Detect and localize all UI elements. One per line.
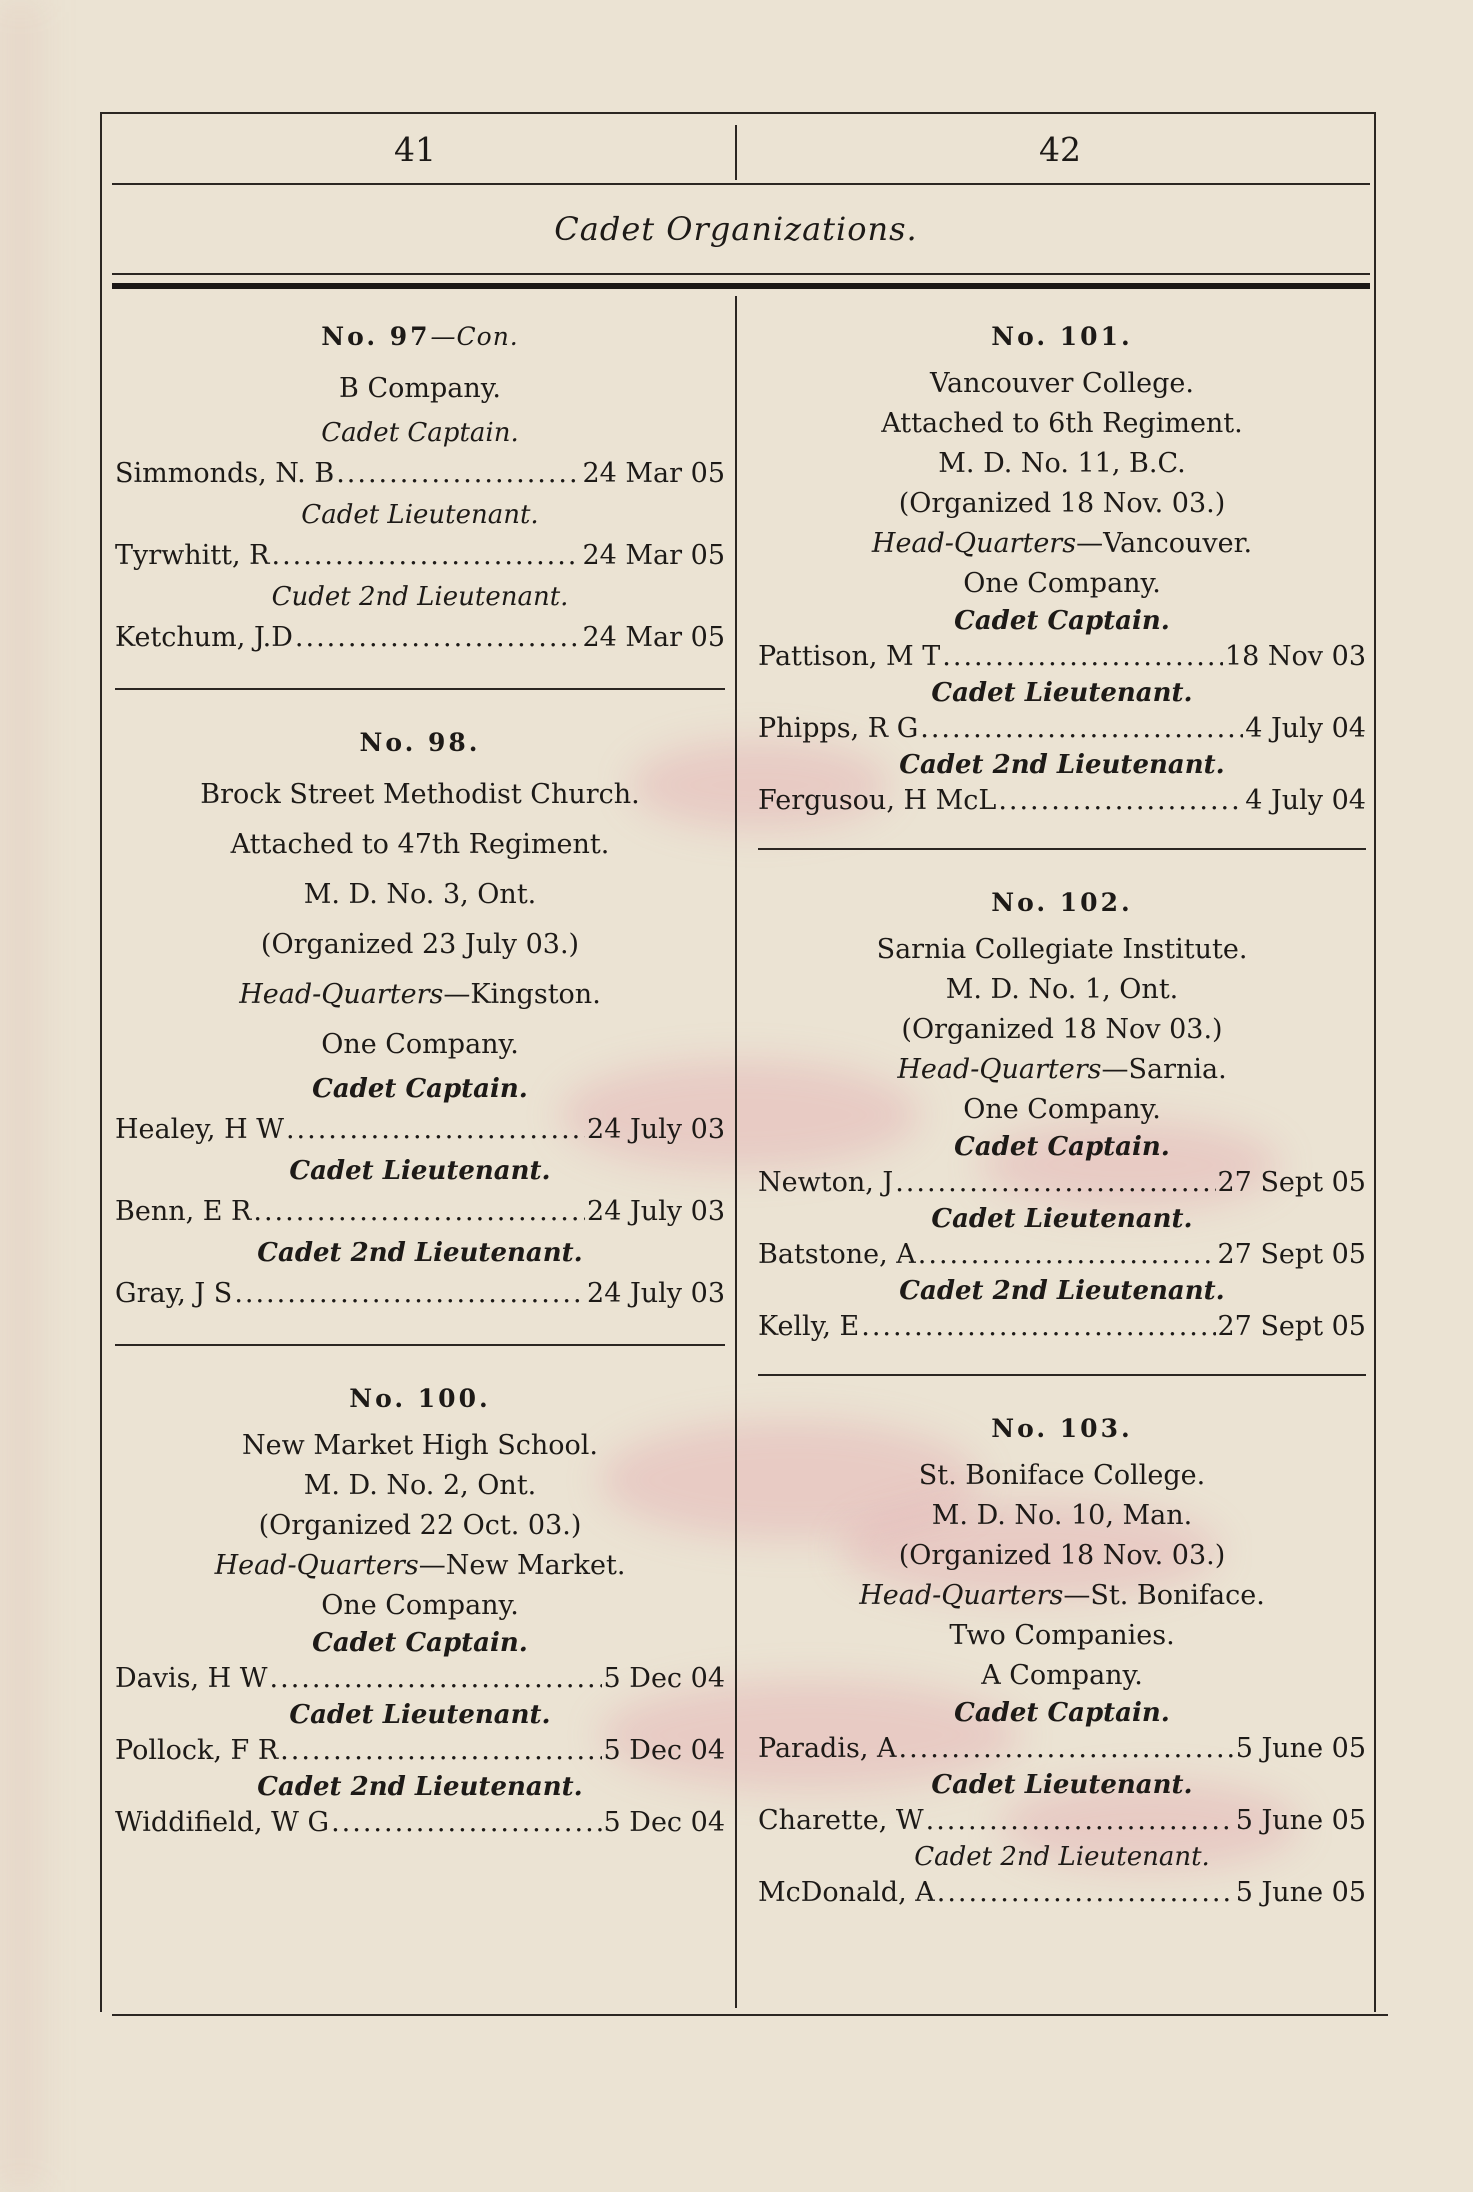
org-line: M. D. No. 1, Ont. (945, 974, 1179, 1005)
officer-entry: Phipps, R G ..... 4 July 04 (758, 710, 1366, 748)
officer-entry: Pattison, M T ..... 18 Nov 03 (758, 638, 1366, 676)
officer-entry: Simmonds, N. B ..... 24 Mar 05 (115, 452, 725, 496)
rank-heading: Cadet Lieutenant. (931, 1770, 1193, 1800)
officer-entry: Charette, W ..... 5 June 05 (758, 1802, 1366, 1840)
rank-heading: Cadet Lieutenant. (289, 1156, 551, 1186)
rank-heading: Cadet 2nd Lieutenant. (899, 750, 1225, 780)
company-line: One Company. (963, 568, 1161, 599)
org-section (758, 310, 1366, 820)
company-line: One Company. (321, 1590, 519, 1621)
rank-heading: Cadet Captain. (321, 418, 519, 448)
org-line: Sarnia Collegiate Institute. (876, 934, 1248, 965)
rank-heading: Cadet Captain. (312, 1074, 528, 1104)
headquarters-line: Head-Quarters—Kingston. (239, 979, 601, 1010)
officer-entry: Fergusou, H McL ..... 4 July 04 (758, 782, 1366, 820)
org-line: Vancouver College. (929, 368, 1194, 399)
title-rule (112, 273, 1370, 275)
rank-heading: Cadet Captain. (954, 606, 1170, 636)
rank-heading: Cudet 2nd Lieutenant. (271, 582, 569, 612)
rank-heading: Cadet Lieutenant. (289, 1700, 551, 1730)
rank-heading: Cadet Lieutenant. (931, 678, 1193, 708)
org-number: No. 102. (991, 888, 1133, 917)
org-number: No. 100. (349, 1384, 491, 1413)
org-line: M. D. No. 10, Man. (931, 1500, 1193, 1531)
rank-heading: Cadet 2nd Lieutenant. (914, 1842, 1210, 1872)
company-line: A Company. (981, 1660, 1143, 1691)
rank-heading: Cadet Lieutenant. (931, 1204, 1193, 1234)
org-section (115, 310, 725, 660)
org-section (115, 716, 725, 1316)
org-line: New Market High School. (242, 1430, 598, 1461)
headquarters-line: Head-Quarters—Vancouver. (871, 528, 1253, 559)
org-line: (Organized 22 Oct. 03.) (258, 1510, 582, 1541)
section-rule (758, 848, 1366, 850)
company-line: One Company. (963, 1094, 1161, 1125)
stain (0, 0, 40, 2192)
page-title: Cadet Organizations. (554, 210, 918, 248)
org-line: B Company. (339, 373, 501, 404)
section-rule (758, 1374, 1366, 1376)
org-line: M. D. No. 2, Ont. (303, 1470, 537, 1501)
rank-heading: Cadet Lieutenant. (301, 500, 539, 530)
officer-entry: Widdifield, W G ..... 5 Dec 04 (115, 1804, 725, 1842)
header-rule (112, 183, 1370, 185)
org-line: M. D. No. 11, B.C. (938, 448, 1186, 479)
rank-heading: Cadet 2nd Lieutenant. (257, 1772, 583, 1802)
rank-heading: Cadet Captain. (312, 1628, 528, 1658)
org-number: No. 97—Con. (321, 322, 519, 351)
org-line: (Organized 18 Nov. 03.) (898, 488, 1226, 519)
org-section (758, 1402, 1366, 1912)
bottom-rule (112, 2014, 1388, 2016)
page-number-right: 42 (1039, 130, 1081, 169)
officer-entry: Kelly, E ..... 27 Sept 05 (758, 1308, 1366, 1346)
page-number-left: 41 (394, 130, 436, 169)
org-section (758, 876, 1366, 1346)
officer-entry: McDonald, A ..... 5 June 05 (758, 1874, 1366, 1912)
headquarters-line: Head-Quarters—Sarnia. (897, 1054, 1227, 1085)
officer-entry: Paradis, A ..... 5 June 05 (758, 1730, 1366, 1768)
rank-heading: Cadet 2nd Lieutenant. (899, 1276, 1225, 1306)
left-column (115, 310, 725, 1842)
company-line: Two Companies. (949, 1620, 1175, 1651)
column-divider (735, 296, 737, 2008)
officer-entry: Pollock, F R ..... 5 Dec 04 (115, 1732, 725, 1770)
headquarters-line: Head-Quarters—New Market. (214, 1550, 626, 1581)
org-line: Attached to 47th Regiment. (230, 829, 610, 860)
org-line: (Organized 18 Nov. 03.) (898, 1540, 1226, 1571)
company-line: One Company. (321, 1029, 519, 1060)
headquarters-line: Head-Quarters—St. Boniface. (859, 1580, 1265, 1611)
org-number: No. 98. (359, 728, 481, 757)
section-rule (115, 1344, 725, 1346)
org-line: Brock Street Methodist Church. (200, 779, 640, 810)
org-line: M. D. No. 3, Ont. (303, 879, 537, 910)
officer-entry: Davis, H W ..... 5 Dec 04 (115, 1660, 725, 1698)
officer-entry: Healey, H W ..... 24 July 03 (115, 1108, 725, 1152)
title-thick-rule (112, 283, 1370, 289)
rank-heading: Cadet Captain. (954, 1132, 1170, 1162)
rank-heading: Cadet Captain. (954, 1698, 1170, 1728)
org-line: (Organized 18 Nov 03.) (901, 1014, 1223, 1045)
org-line: St. Boniface College. (918, 1460, 1206, 1491)
org-line: (Organized 23 July 03.) (260, 929, 580, 960)
org-section (115, 1372, 725, 1842)
right-column (758, 310, 1366, 1912)
officer-entry: Ketchum, J.D ..... 24 Mar 05 (115, 616, 725, 660)
officer-entry: Benn, E R ..... 24 July 03 (115, 1190, 725, 1234)
officer-entry: Batstone, A ..... 27 Sept 05 (758, 1236, 1366, 1274)
org-number: No. 103. (991, 1414, 1133, 1443)
org-number: No. 101. (991, 322, 1133, 351)
section-rule (115, 688, 725, 690)
officer-entry: Newton, J ..... 27 Sept 05 (758, 1164, 1366, 1202)
officer-entry: Tyrwhitt, R ..... 24 Mar 05 (115, 534, 725, 578)
rank-heading: Cadet 2nd Lieutenant. (257, 1238, 583, 1268)
header-divider (735, 125, 737, 180)
org-line: Attached to 6th Regiment. (881, 408, 1243, 439)
officer-entry: Gray, J S ..... 24 July 03 (115, 1272, 725, 1316)
